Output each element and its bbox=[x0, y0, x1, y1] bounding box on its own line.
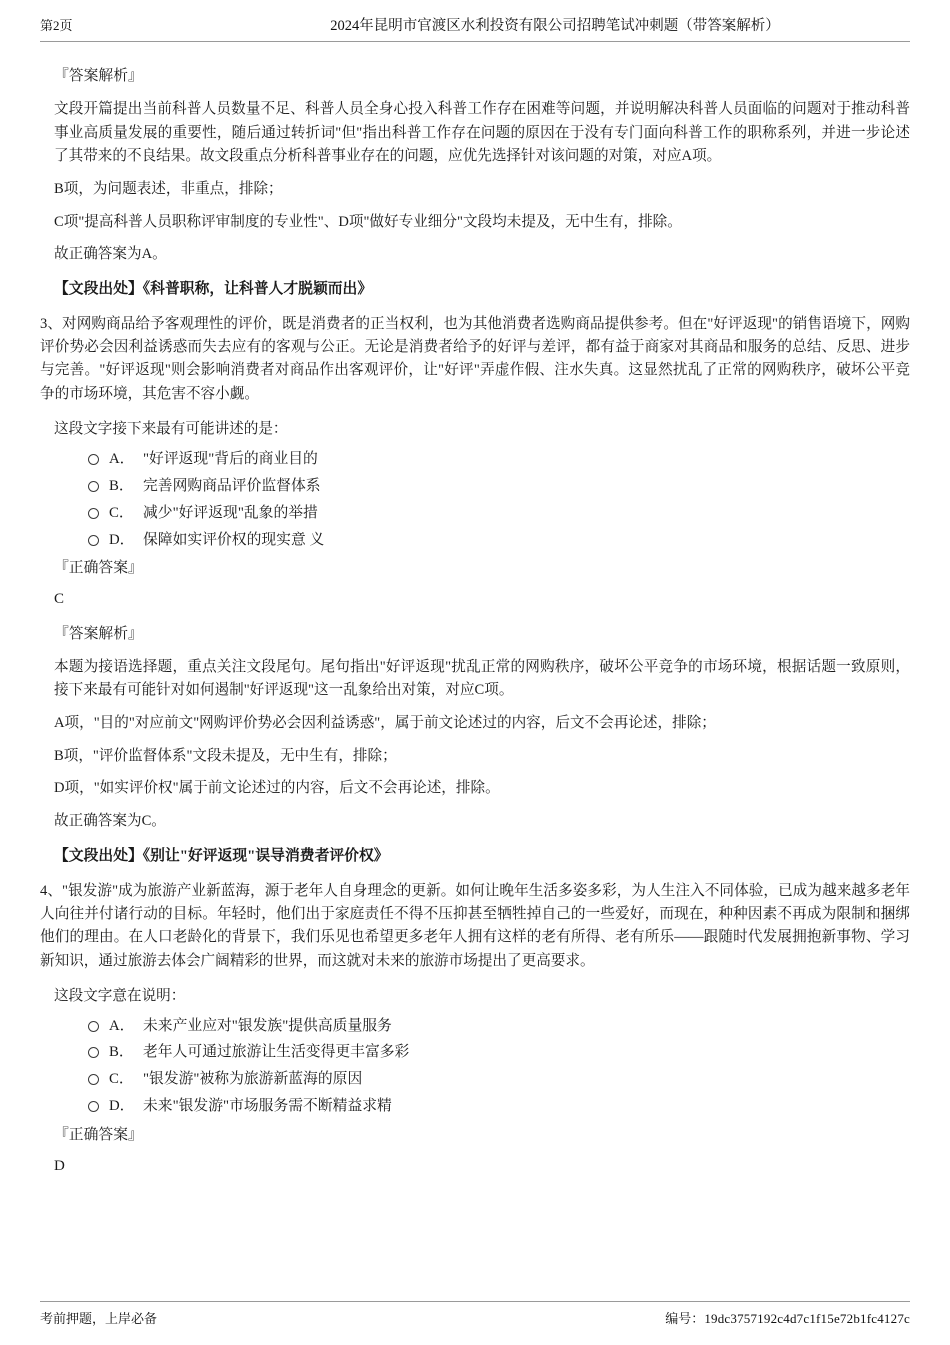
correct-answer-value-q3: C bbox=[54, 591, 65, 608]
footer-slogan: 考前押题，上岸必备 bbox=[40, 1311, 158, 1326]
footer-code-label: 编号： bbox=[665, 1311, 705, 1326]
radio-icon[interactable] bbox=[88, 1047, 99, 1058]
page-footer bbox=[40, 1301, 910, 1327]
option-item[interactable] bbox=[88, 1095, 910, 1118]
option-key: C． bbox=[109, 1071, 134, 1088]
option-item[interactable] bbox=[88, 1015, 910, 1038]
option-key: C． bbox=[109, 504, 134, 521]
answer-analysis-label-q3: 『答案解析』 bbox=[54, 625, 143, 642]
option-key: A． bbox=[109, 450, 135, 467]
radio-icon[interactable] bbox=[88, 1101, 99, 1112]
option-item[interactable] bbox=[88, 502, 910, 525]
option-key: B． bbox=[109, 1044, 134, 1061]
page-header bbox=[40, 0, 910, 35]
option-item[interactable] bbox=[88, 448, 910, 471]
option-text: 未来产业应对"银发族"提供高质量服务 bbox=[143, 1017, 392, 1034]
footer-code-value: 19dc3757192c4d7c1f15e72b1fc4127c bbox=[704, 1311, 910, 1326]
option-item[interactable] bbox=[88, 1068, 910, 1091]
question-stem-4: 4、"银发游"成为旅游产业新蓝海，源于老年人自身理念的更新。如何让晚年生活多姿多彩，为人生注入不同体验，已成为越来越多老年人向往并付诸行动的目标。年轻时，他们出于家庭责任不得不压抑甚至牺牲掉自己的一些爱好，而现在，种种因素不再成为限制和捆绑他们的理由。在人口老龄化的背景下，我们乐见也希望更多老年人拥有这样的老有所得、老有所乐——跟随时代发展拥抱新事物、学习新知识，通过旅游去体会广阔精彩的世界，而这就对未来的旅游市场提出了更高要求。 bbox=[40, 882, 910, 969]
answer-analysis-text-q2-1: 文段开篇提出当前科普人员数量不足、科普人员全身心投入科普工作存在困难等问题，并说明解决科普人员面临的问题对于推动科普事业高质量发展的重要性，随后通过转折词"但"指出科普工作存在问题的原因在于没有专门面向科普工作的职称系列，并进一步论述了其带来的不良结果。故文段重点分析科普事业存在的问题，应优先选择针对该问题的对策，对应A项。 bbox=[54, 100, 910, 165]
option-item[interactable] bbox=[88, 475, 910, 498]
footer-code bbox=[665, 1308, 910, 1327]
question-lead-3: 这段文字接下来最有可能讲述的是： bbox=[54, 421, 288, 438]
option-item[interactable] bbox=[88, 1041, 910, 1064]
option-item[interactable] bbox=[88, 529, 910, 552]
option-key: D． bbox=[109, 1098, 135, 1115]
answer-analysis-text-q3-1: 本题为接语选择题，重点关注文段尾句。尾句指出"好评返现"扰乱正常的网购秩序，破坏公平竞争的市场环境，根据话题一致原则，接下来最有可能针对如何遏制"好评返现"这一乱象给出对策，对应C项。 bbox=[54, 658, 910, 699]
answer-analysis-text-q3-2: A项，"目的"对应前文"网购评价势必会因利益诱惑"，属于前文论述过的内容，后文不会再论述，排除； bbox=[54, 715, 716, 731]
radio-icon[interactable] bbox=[88, 1074, 99, 1085]
radio-icon[interactable] bbox=[88, 1021, 99, 1032]
question-stem-3: 3、对网购商品给予客观理性的评价，既是消费者的正当权利，也为其他消费者选购商品提供参考。但在"好评返现"的销售语境下，网购评价势必会因利益诱惑而失去应有的客观与公正。无论是消费者给予的好评与差评，都有益于商家对其商品和服务的总结、反思、进步与完善。"好评返现"则会影响消费者对商品作出客观评价，让"好评"弄虚作假、注水失真。这显然扰乱了正常的网购秩序，破坏公平竞争的市场环境，其危害不容小觑。 bbox=[40, 315, 910, 402]
passage-source-q3: 【文段出处】《别让"好评返现"误导消费者评价权》 bbox=[54, 847, 389, 864]
option-list-3 bbox=[88, 448, 910, 552]
radio-icon[interactable] bbox=[88, 481, 99, 492]
correct-answer-value-q4: D bbox=[54, 1158, 65, 1175]
question-lead-4: 这段文字意在说明： bbox=[54, 987, 186, 1004]
answer-analysis-label-q2: 『答案解析』 bbox=[54, 68, 143, 84]
option-key: A． bbox=[109, 1017, 135, 1034]
radio-icon[interactable] bbox=[88, 535, 99, 546]
option-text: 减少"好评返现"乱象的举措 bbox=[143, 504, 318, 521]
option-list-4 bbox=[88, 1015, 910, 1119]
answer-analysis-text-q2-4: 故正确答案为A。 bbox=[54, 246, 167, 263]
answer-analysis-text-q3-3: B项，"评价监督体系"文段未提及，无中生有，排除； bbox=[54, 747, 397, 764]
footer-row bbox=[40, 1308, 910, 1327]
option-text: 未来"银发游"市场服务需不断精益求精 bbox=[143, 1098, 392, 1115]
answer-analysis-text-q3-5: 故正确答案为C。 bbox=[54, 812, 166, 829]
answer-analysis-text-q2-2: B项，为问题表述，非重点，排除； bbox=[54, 180, 283, 197]
option-key: B． bbox=[109, 477, 134, 494]
option-text: 老年人可通过旅游让生活变得更丰富多彩 bbox=[143, 1044, 410, 1061]
answer-analysis-text-q3-4: D项，"如实评价权"属于前文论述过的内容，后文不会再论述，排除。 bbox=[54, 780, 500, 797]
footer-divider bbox=[40, 1301, 910, 1302]
correct-answer-label-q3: 『正确答案』 bbox=[54, 560, 143, 577]
document-body bbox=[40, 42, 910, 1179]
option-key: D． bbox=[109, 531, 135, 548]
option-text: 保障如实评价权的现实意 义 bbox=[143, 531, 325, 548]
correct-answer-label-q4: 『正确答案』 bbox=[54, 1127, 143, 1144]
page-number: 第2页 bbox=[40, 18, 73, 33]
radio-icon[interactable] bbox=[88, 508, 99, 519]
option-text: "银发游"被称为旅游新蓝海的原因 bbox=[143, 1071, 363, 1088]
option-text: 完善网购商品评价监督体系 bbox=[143, 477, 321, 494]
answer-analysis-text-q2-3: C项"提高科普人员职称评审制度的专业性"、D项"做好专业细分"文段均未提及，无中生有，排除。 bbox=[54, 213, 682, 230]
document-title: 2024年昆明市官渡区水利投资有限公司招聘笔试冲刺题（带答案解析） bbox=[330, 18, 780, 34]
passage-source-q2: 【文段出处】《科普职称，让科普人才脱颖而出》 bbox=[54, 280, 373, 297]
radio-icon[interactable] bbox=[88, 454, 99, 465]
option-text: "好评返现"背后的商业目的 bbox=[143, 450, 318, 467]
